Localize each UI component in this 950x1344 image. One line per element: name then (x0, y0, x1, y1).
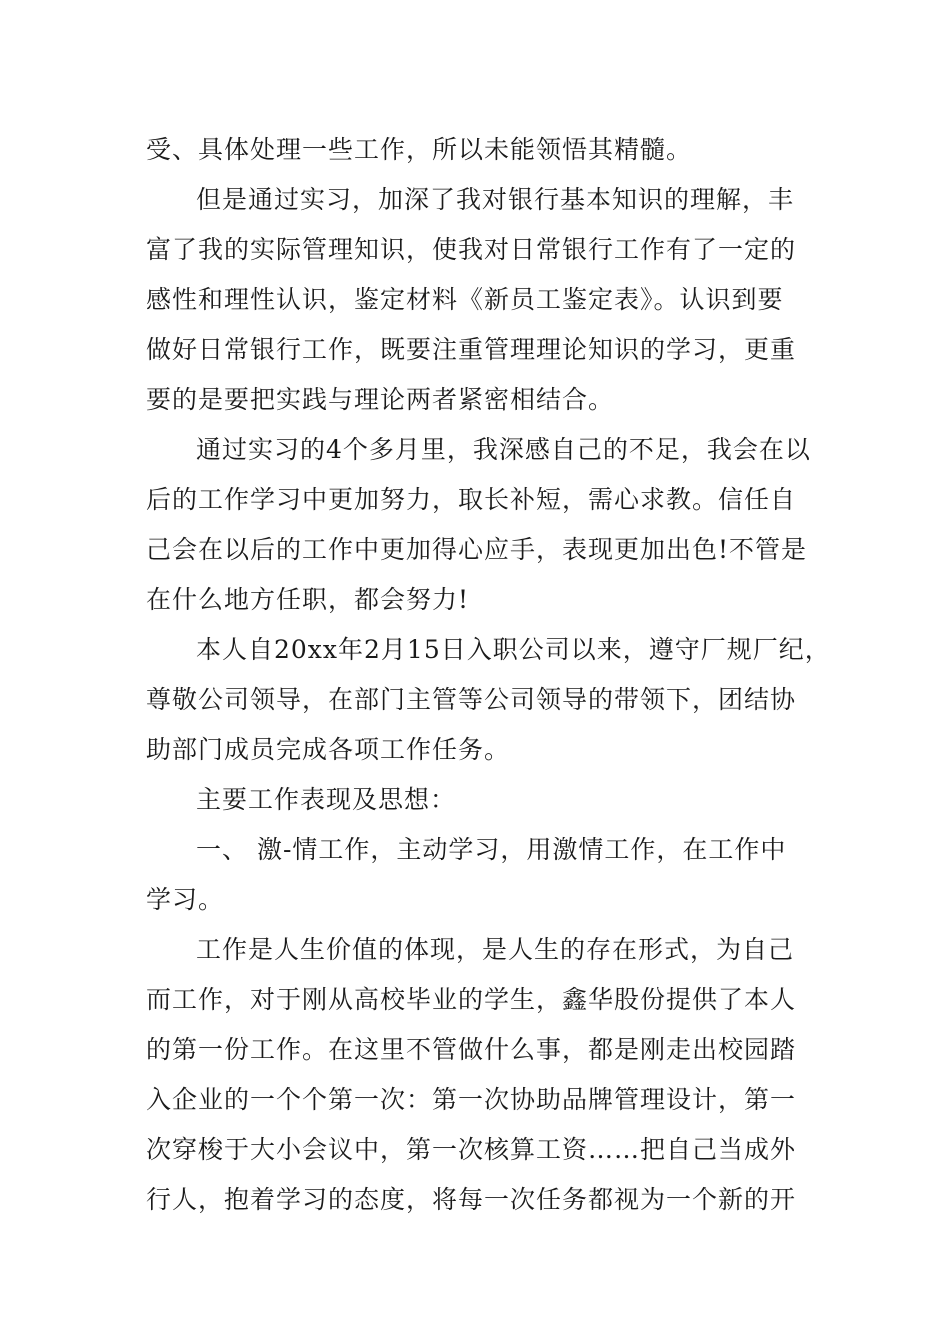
text-line-21: 次穿梭于大小会议中，第一次核算工资……把自己当成外 (146, 1135, 797, 1164)
text-line-5: 做好日常银行工作，既要注重管理理论知识的学习，更重 (146, 335, 797, 364)
text-line-1: 受、具体处理一些工作，所以未能领悟其精髓。 (146, 135, 693, 164)
text-line-13: 助部门成员完成各项工作任务。 (146, 735, 511, 764)
text-line-14: 主要工作表现及思想： (196, 785, 457, 814)
text-line-3: 富了我的实际管理知识，使我对日常银行工作有了一定的 (146, 235, 797, 264)
text-line-15: 一、 激-情工作，主动学习，用激情工作，在工作中 (196, 835, 787, 864)
text-line-2: 但是通过实习，加深了我对银行基本知识的理解，丰 (196, 185, 795, 214)
text-line-17: 工作是人生价值的体现，是人生的存在形式，为自己 (196, 935, 795, 964)
text-line-7: 通过实习的4个多月里，我深感自己的不足，我会在以 (196, 435, 811, 464)
text-line-20: 入企业的一个个第一次：第一次协助品牌管理设计，第一 (146, 1085, 797, 1114)
text-line-12: 尊敬公司领导，在部门主管等公司领导的带领下，团结协 (146, 685, 797, 714)
text-line-6: 要的是要把实践与理论两者紧密相结合。 (146, 385, 615, 414)
text-line-10: 在什么地方任职，都会努力! (146, 585, 470, 614)
text-line-11: 本人自20xx年2月15日入职公司以来，遵守厂规厂纪， (196, 635, 831, 664)
text-line-22: 行人，抱着学习的态度，将每一次任务都视为一个新的开 (146, 1185, 797, 1214)
text-line-19: 的第一份工作。在这里不管做什么事，都是刚走出校园踏 (146, 1035, 797, 1064)
text-line-4: 感性和理性认识，鉴定材料《新员工鉴定表》。认识到要 (146, 285, 784, 314)
text-line-18: 而工作，对于刚从高校毕业的学生，鑫华股份提供了本人 (146, 985, 797, 1014)
text-line-8: 后的工作学习中更加努力，取长补短，需心求教。信任自 (146, 485, 797, 514)
text-line-16: 学习。 (146, 885, 225, 914)
text-line-9: 己会在以后的工作中更加得心应手，表现更加出色!不管是 (146, 535, 808, 564)
